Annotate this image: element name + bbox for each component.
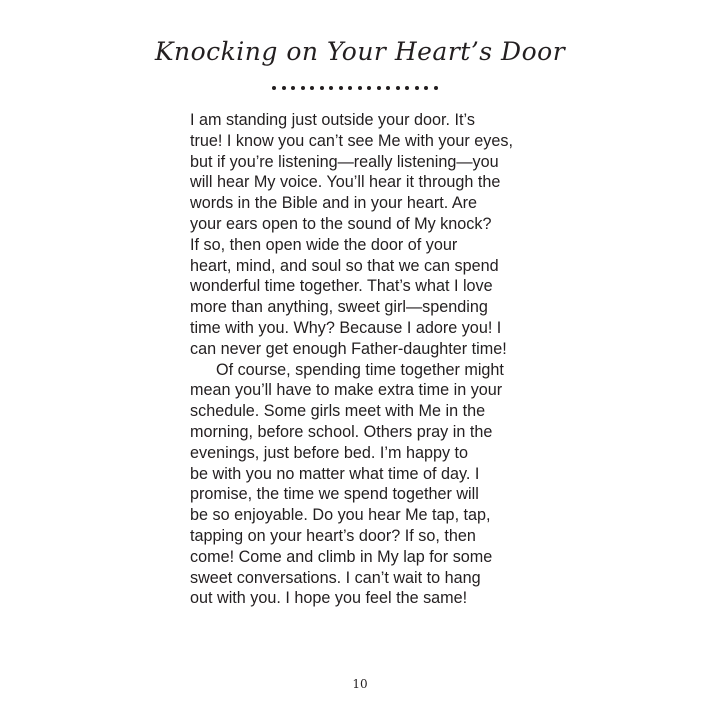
text-line: more than anything, sweet girl—spending — [190, 298, 488, 317]
text-line: words in the Bible and in your heart. Are — [190, 194, 478, 213]
text-line: come! Come and climb in My lap for some — [190, 547, 493, 566]
title-dot-divider — [272, 86, 438, 90]
text-line: mean you’ll have to make extra time in your — [190, 381, 503, 400]
text-line: be so enjoyable. Do you hear Me tap, tap, — [190, 506, 491, 525]
text-line: wonderful time together. That’s what I love — [190, 277, 493, 296]
text-line: Of course, spending time together might — [216, 360, 504, 379]
text-line: will hear My voice. You’ll hear it through the — [190, 173, 501, 192]
text-line: evenings, just before bed. I’m happy to — [190, 443, 469, 462]
text-line: I am standing just outside your door. It’s — [190, 111, 475, 129]
text-line: tapping on your heart’s door? If so, then — [190, 526, 476, 545]
text-line: be with you no matter what time of day. I — [190, 464, 480, 483]
text-line: can never get enough Father-daughter time! — [190, 339, 507, 358]
text-line: but if you’re listening—really listening—you — [190, 152, 499, 171]
text-line: promise, the time we spend together will — [190, 485, 479, 504]
text-line: true! I know you can’t see Me with your eyes, — [190, 131, 513, 150]
text-line: morning, before school. Others pray in the — [190, 422, 493, 441]
text-line: sweet conversations. I can’t wait to hang — [190, 568, 481, 587]
text-line: your ears open to the sound of My knock? — [190, 214, 492, 233]
page-title: Knocking on Your Heart’s Door — [154, 37, 566, 66]
page-number: 10 — [352, 677, 368, 691]
text-line: schedule. Some girls meet with Me in the — [190, 402, 486, 421]
body-text — [190, 110, 530, 609]
text-line: If so, then open wide the door of your — [190, 235, 458, 254]
text-line: time with you. Why? Because I adore you! I — [190, 318, 502, 337]
text-line: heart, mind, and soul so that we can spend — [190, 256, 499, 275]
text-line: out with you. I hope you feel the same! — [190, 589, 468, 608]
